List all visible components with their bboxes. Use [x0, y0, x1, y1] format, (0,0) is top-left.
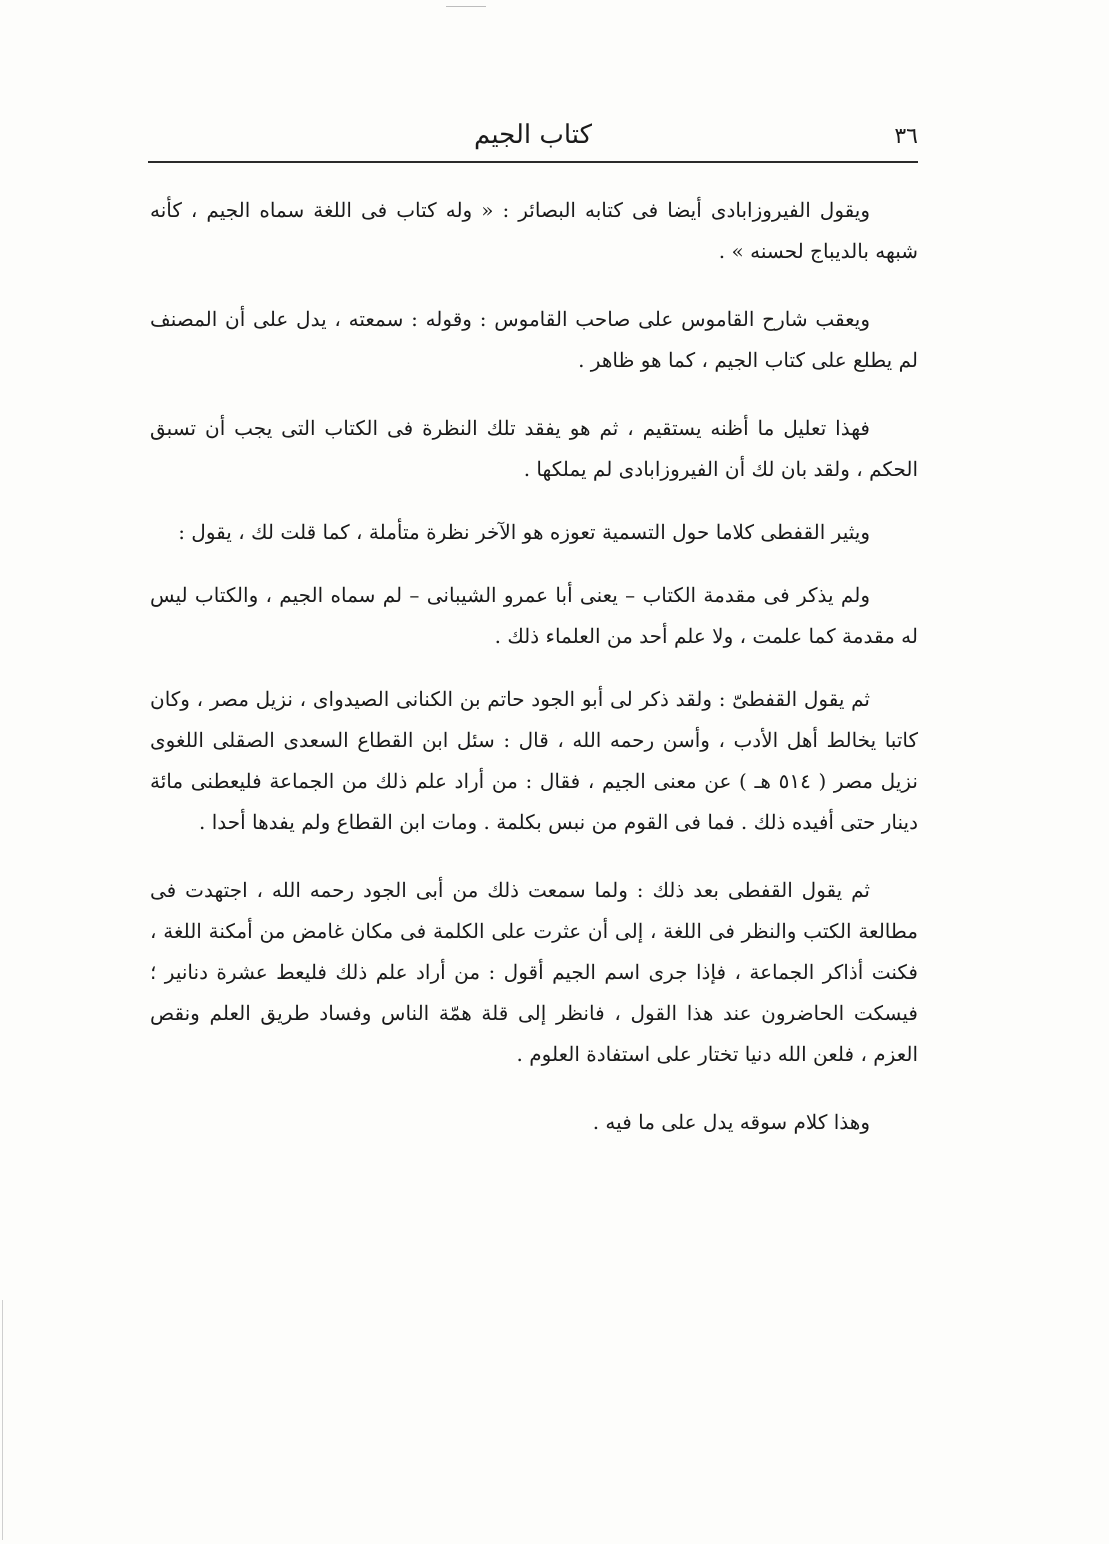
- paragraph: وهذا كلام سوقه يدل على ما فيه .: [592, 1110, 870, 1134]
- scan-margin-line: [2, 1300, 3, 1540]
- header-rule: [148, 161, 918, 163]
- paragraph: ثم يقول القفطىّ : ولقد ذكر لى أبو الجود حاتم بن الكنانى الصيدواى ، نزيل مصر ، وكان كاتبا يخالط أهل الأدب ، وأسن رحمه الله ، قال : سئل ابن القطاع السعدى الصقلى اللغوى نزيل مصر ( ٥١٤ هـ ) عن معنى الجيم ، فقال : من أراد علم ذلك من الجماعة فليعطنى مائة دينار حتى أفيده ذلك . فما فى القوم من نبس بكلمة . ومات ابن القطاع ولم يفدها أحدا .: [150, 687, 918, 834]
- body-text: [150, 190, 918, 1143]
- page-header: [148, 118, 918, 162]
- top-edge-mark: [446, 6, 486, 7]
- paragraph: فهذا تعليل ما أظنه يستقيم ، ثم هو يفقد تلك النظرة فى الكتاب التى يجب أن تسبق الحكم ، ولقد بان لك أن الفيروزابادى لم يملكها .: [150, 416, 918, 481]
- page-number: ٣٦: [894, 124, 918, 149]
- running-title: كتاب الجيم: [474, 120, 592, 150]
- paragraph: ثم يقول القفطى بعد ذلك : ولما سمعت ذلك من أبى الجود رحمه الله ، اجتهدت فى مطالعة الكتب والنظر فى اللغة ، إلى أن عثرت على الكلمة فى مكان غامض من أمكنة اللغة ، فكنت أذاكر الجماعة ، فإذا جرى اسم الجيم أقول : من أراد علم ذلك فليعط عشرة دنانير ؛ فيسكت الحاضرون عند هذا القول ، فانظر إلى قلة همّة الناس وفساد طريق العلم ونقص العزم ، فلعن الله دنيا تختار على استفادة العلوم .: [150, 878, 918, 1066]
- paragraph: ويقول الفيروزابادى أيضا فى كتابه البصائر : « وله كتاب فى اللغة سماه الجيم ، كأنه شبهه بالديباج لحسنه » .: [150, 198, 918, 263]
- paragraph: ولم يذكر فى مقدمة الكتاب – يعنى أبا عمرو الشيبانى – لم سماه الجيم ، والكتاب ليس له مقدمة كما علمت ، ولا علم أحد من العلماء ذلك .: [150, 583, 918, 648]
- paragraph: ويعقب شارح القاموس على صاحب القاموس : وقوله : سمعته ، يدل على أن المصنف لم يطلع على كتاب الجيم ، كما هو ظاهر .: [150, 307, 918, 372]
- paragraph: ويثير القفطى كلاما حول التسمية تعوزه هو الآخر نظرة متأملة ، كما قلت لك ، يقول :: [178, 520, 870, 544]
